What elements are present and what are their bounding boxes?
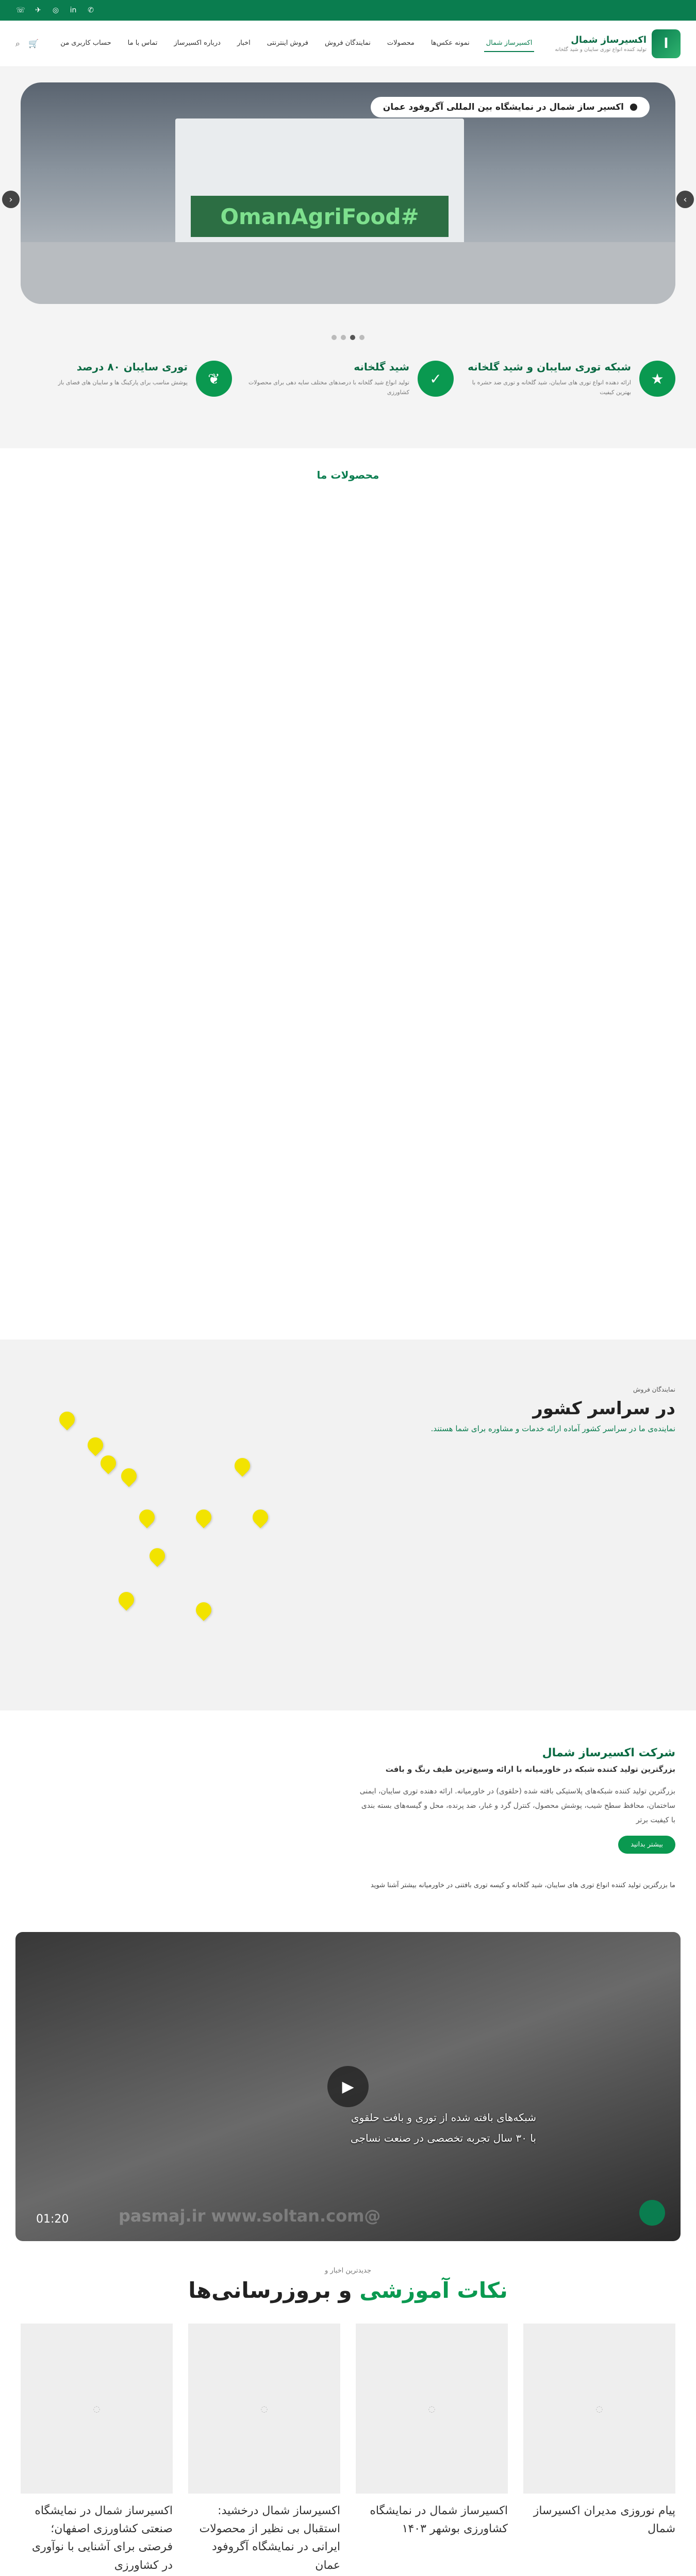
map-pin-icon[interactable] (97, 1452, 119, 1474)
exhibition-booth-image (175, 118, 464, 252)
news-image-icon: ◌ (21, 2324, 173, 2494)
check-icon: ✓ (418, 361, 454, 397)
news-image-icon: ◌ (188, 2324, 340, 2494)
news-card[interactable] (356, 2324, 508, 2574)
top-bar (0, 0, 696, 21)
company-title: شرکت اکسیرساز شمال (542, 1747, 675, 1759)
map-pin-icon[interactable] (146, 1545, 168, 1567)
play-icon[interactable]: ▶ (327, 2066, 369, 2107)
star-icon: ★ (639, 361, 675, 397)
news-kicker: جدیدترین اخبار و (325, 2267, 371, 2275)
feature-text: تولید انواع شید گلخانه با درصدهای مختلف سایه دهی برای محصولات کشاورزی (248, 379, 409, 396)
whatsapp-icon[interactable]: ☏ (16, 6, 25, 14)
feature-text: ارائه دهنده انواع توری های سایبان، شید گلخانه و توری ضد حشره با بهترین کیفیت (472, 379, 631, 396)
nav-item-about[interactable]: درباره اکسیرساز (174, 39, 221, 47)
map-pin-icon[interactable] (85, 1434, 106, 1456)
social-icons (15, 6, 96, 14)
nav-item-news[interactable]: اخبار (237, 39, 251, 47)
products-section (0, 448, 696, 1340)
slide-caption-text: اکسیر ساز شمال در نمایشگاه بین المللی آگروفود عمان (383, 102, 624, 112)
video-player[interactable] (15, 1932, 681, 2241)
news-card[interactable] (188, 2324, 340, 2574)
slider-prev-button[interactable]: › (676, 191, 694, 208)
hero-slider (0, 67, 696, 345)
company-text: بزرگترین تولید کننده شبکه‌های پلاستیکی بافته شده (حلقوی) در خاورمیانه. ارائه دهنده توری سایبان، ایمنی ساختمان، محافظ سطح شیب، پوشش محصول، کنترل گرد و غبار، ضد پرنده، محل و گیسه‌های بسته بندی با کیفیت برتر (359, 1787, 675, 1824)
company-section (0, 1710, 696, 1932)
leaf-icon: ❦ (196, 361, 232, 397)
news-card[interactable] (21, 2324, 173, 2574)
news-title (21, 2278, 675, 2303)
feature-item (464, 361, 675, 433)
news-card-title[interactable]: پیام نوروزی مدیران اکسیرساز شمال (533, 2504, 675, 2536)
news-image-icon: ◌ (523, 2324, 675, 2494)
map-pin-icon[interactable] (193, 1506, 214, 1528)
map-pin-icon[interactable] (136, 1506, 158, 1528)
map-pin-icon[interactable] (118, 1465, 140, 1487)
search-icon[interactable]: ⌕ (15, 38, 20, 48)
company-note: ما بزرگترین تولید کننده انواع توری های سایبان، شید گلخانه و کیسه توری بافتنی در خاورمیانه بیشتر آشنا شوید (370, 1882, 675, 1889)
slider-dots (21, 335, 675, 340)
logo[interactable] (555, 29, 681, 58)
feature-item (21, 361, 232, 433)
brand-tagline: تولید کننده انواع توری سایبان و شید گلخانه (555, 47, 647, 53)
slider-dot[interactable] (341, 335, 346, 340)
nav-item-online-shop[interactable]: فروش اینترنتی (267, 39, 308, 47)
nav-item-contact[interactable]: تماس با ما (127, 39, 158, 47)
video-time: 01:20 (36, 2213, 69, 2226)
slider-next-button[interactable]: ‹ (2, 191, 20, 208)
site-header (0, 21, 696, 67)
hero-slide (21, 82, 675, 304)
slider-dot[interactable] (332, 335, 337, 340)
phone-icon[interactable]: ✆ (88, 6, 94, 14)
news-card-title[interactable]: اکسیرساز شمال در نمایشگاه کشاورزی بوشهر ۱۴۰۳ (370, 2504, 508, 2536)
video-overlay-text (351, 2107, 536, 2148)
company-subtitle: بزرگترین تولید کننده شبکه در خاورمیانه با ارائه وسیع‌ترین طیف رنگ و بافت (385, 1765, 675, 1774)
video-logo-icon (639, 2200, 665, 2226)
products-heading: محصولات ما (317, 469, 379, 481)
map-pin-icon[interactable] (193, 1599, 214, 1621)
main-nav (58, 35, 534, 52)
header-icons (15, 39, 39, 49)
slider-dot[interactable] (359, 335, 364, 340)
agents-section (0, 1340, 696, 1710)
cart-icon[interactable]: 🛒 (28, 38, 39, 48)
brand-name: اکسیرساز شمال (571, 35, 647, 45)
agents-text: نماینده‌ی ما در سراسر کشور آماده ارائه خدمات و مشاوره برای شما هستند. (430, 1424, 675, 1433)
feature-title: توری سایبان ۸۰ درصد (76, 361, 188, 373)
agents-kicker: نمایندگان فروش (633, 1386, 675, 1393)
slide-caption[interactable] (371, 97, 650, 117)
linkedin-icon[interactable]: in (70, 6, 77, 14)
map-pin-icon[interactable] (250, 1506, 271, 1528)
map-pin-icon[interactable] (115, 1589, 137, 1611)
news-card-title[interactable]: اکسیرساز شمال در نمایشگاه صنعتی کشاورزی اصفهان؛ فرصتی برای آشنایی با نوآوری در کشاورزی (31, 2504, 173, 2572)
news-image-icon: ◌ (356, 2324, 508, 2494)
floor (21, 242, 675, 304)
map-pin-icon[interactable] (231, 1455, 253, 1477)
news-title-green: نکات آموزشی (359, 2278, 508, 2303)
learn-more-button[interactable]: بیشتر بدانید (618, 1836, 675, 1854)
agents-title: در سراسر کشور (533, 1398, 675, 1419)
news-card-title[interactable]: اکسیرساز شمال درخشید: استقبال بی نظیر از محصولات ایرانی در نمایشگاه آگروفود عمان (199, 2504, 340, 2572)
caption-dot-icon (630, 104, 637, 111)
feature-title: شبکه توری سایبان و شید گلخانه (468, 361, 631, 373)
slider-dot-active[interactable] (350, 335, 355, 340)
news-section (0, 2251, 696, 2576)
logo-mark: ا (652, 29, 681, 58)
news-title-rest: و بروزرسانی‌ها (188, 2278, 360, 2303)
feature-item (242, 361, 454, 433)
instagram-icon[interactable]: ◎ (52, 6, 59, 14)
video-watermark: @pasmaj.ir www.soltan.com (119, 2206, 381, 2226)
feature-title: شید گلخانه (354, 361, 409, 373)
news-cards (21, 2324, 675, 2574)
nav-item-agents[interactable]: نمایندگان فروش (325, 39, 371, 47)
video-overlay-line: با ۳۰ سال تجربه تخصصی در صنعت نساجی (350, 2132, 536, 2144)
feature-text: پوشش مناسب برای پارکینگ ها و سایبان های فضای باز (58, 379, 188, 386)
nav-item-gallery[interactable]: نمونه عکس‌ها (430, 39, 470, 47)
news-card[interactable] (523, 2324, 675, 2574)
booth-banner: #OmanAgriFood (191, 196, 449, 237)
video-section (0, 1932, 696, 2251)
nav-item-account[interactable]: حساب کاربری من (60, 39, 111, 47)
nav-item-home[interactable]: اکسیرساز شمال (484, 35, 535, 52)
nav-item-products[interactable]: محصولات (387, 39, 415, 47)
telegram-icon[interactable]: ✈ (35, 6, 41, 14)
features-row (0, 345, 696, 448)
video-overlay-line: شبکه‌های بافته شده از توری و بافت حلقوی (351, 2111, 536, 2124)
